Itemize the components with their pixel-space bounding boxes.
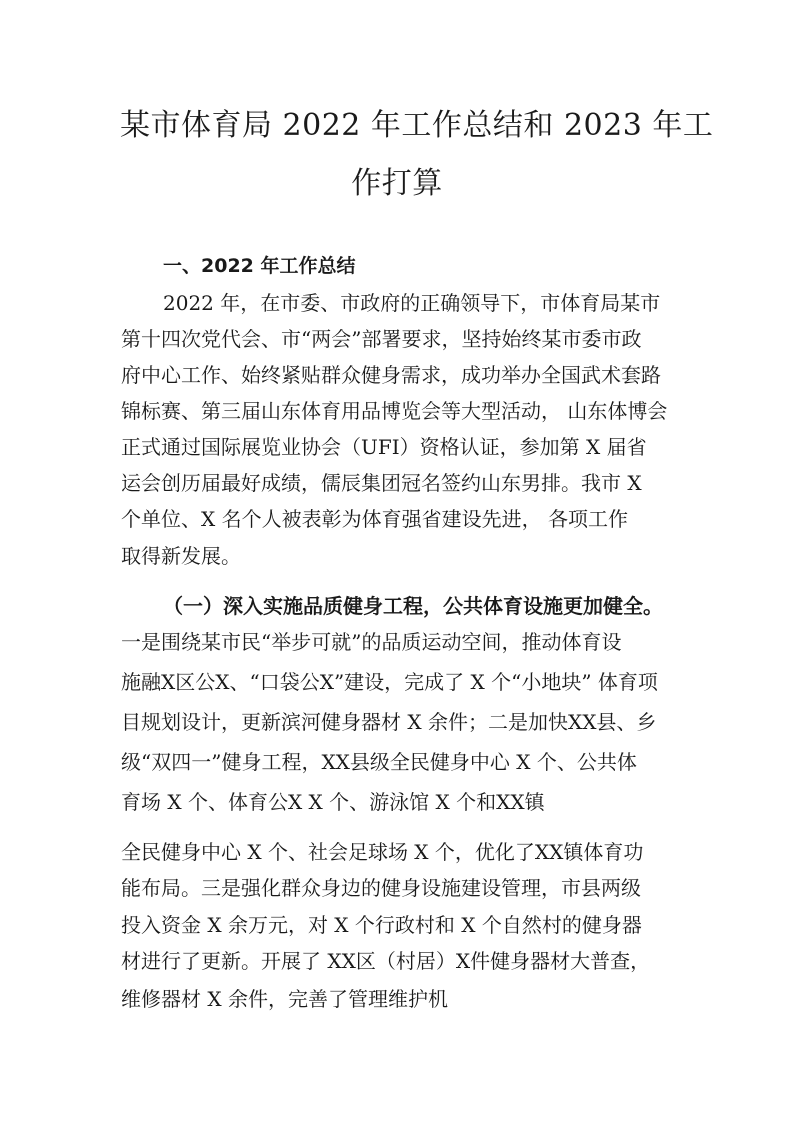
section-heading: 一、2022 年工作总结 — [163, 255, 356, 277]
paragraph-line: 府中心工作、始终紧贴群众健身需求，成功举办全国武术套路 — [121, 363, 661, 387]
paragraph-line: 正式通过国际展览业协会（UFI）资格认证，参加第 X 届省 — [121, 435, 647, 459]
paragraph-line: 运会创历届最好成绩，儒辰集团冠名签约山东男排。我市 X — [121, 471, 642, 495]
subsection-heading: （一）深入实施品质健身工程，公共体育设施更加健全。 — [163, 594, 663, 618]
document-title-line-2: 作打算 — [351, 166, 443, 201]
paragraph-line: 维修器材 X 余件，完善了管理维护机 — [121, 987, 448, 1011]
paragraph-line: 施融X区公X、“口袋公X”建设，完成了 X 个“小地块” 体育项 — [121, 670, 658, 694]
paragraph-line: 个单位、X 名个人被表彰为体育强省建设先进， 各项工作 — [121, 507, 628, 531]
paragraph-line: 级“双四一”健身工程，XX县级全民健身中心 X 个、公共体 — [121, 750, 637, 774]
paragraph-line: 一是围绕某市民“举步可就”的品质运动空间，推动体育设 — [121, 630, 622, 654]
document-title-line-1: 某市体育局 2022 年工作总结和 2023 年工 — [120, 108, 714, 143]
paragraph-line: 材进行了更新。开展了 XX区（村居）X件健身器材大普查， — [121, 949, 651, 973]
paragraph-line: 第十四次党代会、市“两会”部署要求，坚持始终某市委市政 — [121, 327, 642, 351]
paragraph-line: 目规划设计，更新滨河健身器材 X 余件；二是加快XX县、乡 — [121, 710, 657, 734]
paragraph-line: 2022 年，在市委、市政府的正确领导下，市体育局某市 — [163, 291, 661, 315]
paragraph-line: 取得新发展。 — [121, 544, 241, 568]
paragraph-line: 能布局。三是强化群众身边的健身设施建设管理，市县两级 — [121, 876, 641, 900]
paragraph-line: 投入资金 X 余万元，对 X 个行政村和 X 个自然村的健身器 — [121, 913, 642, 937]
paragraph-line: 全民健身中心 X 个、社会足球场 X 个，优化了XX镇体育功 — [121, 840, 644, 864]
paragraph-line: 育场 X 个、体育公X X 个、游泳馆 X 个和XX镇 — [121, 790, 545, 814]
paragraph-line: 锦标赛、第三届山东体育用品博览会等大型活动， 山东体博会 — [121, 399, 668, 423]
